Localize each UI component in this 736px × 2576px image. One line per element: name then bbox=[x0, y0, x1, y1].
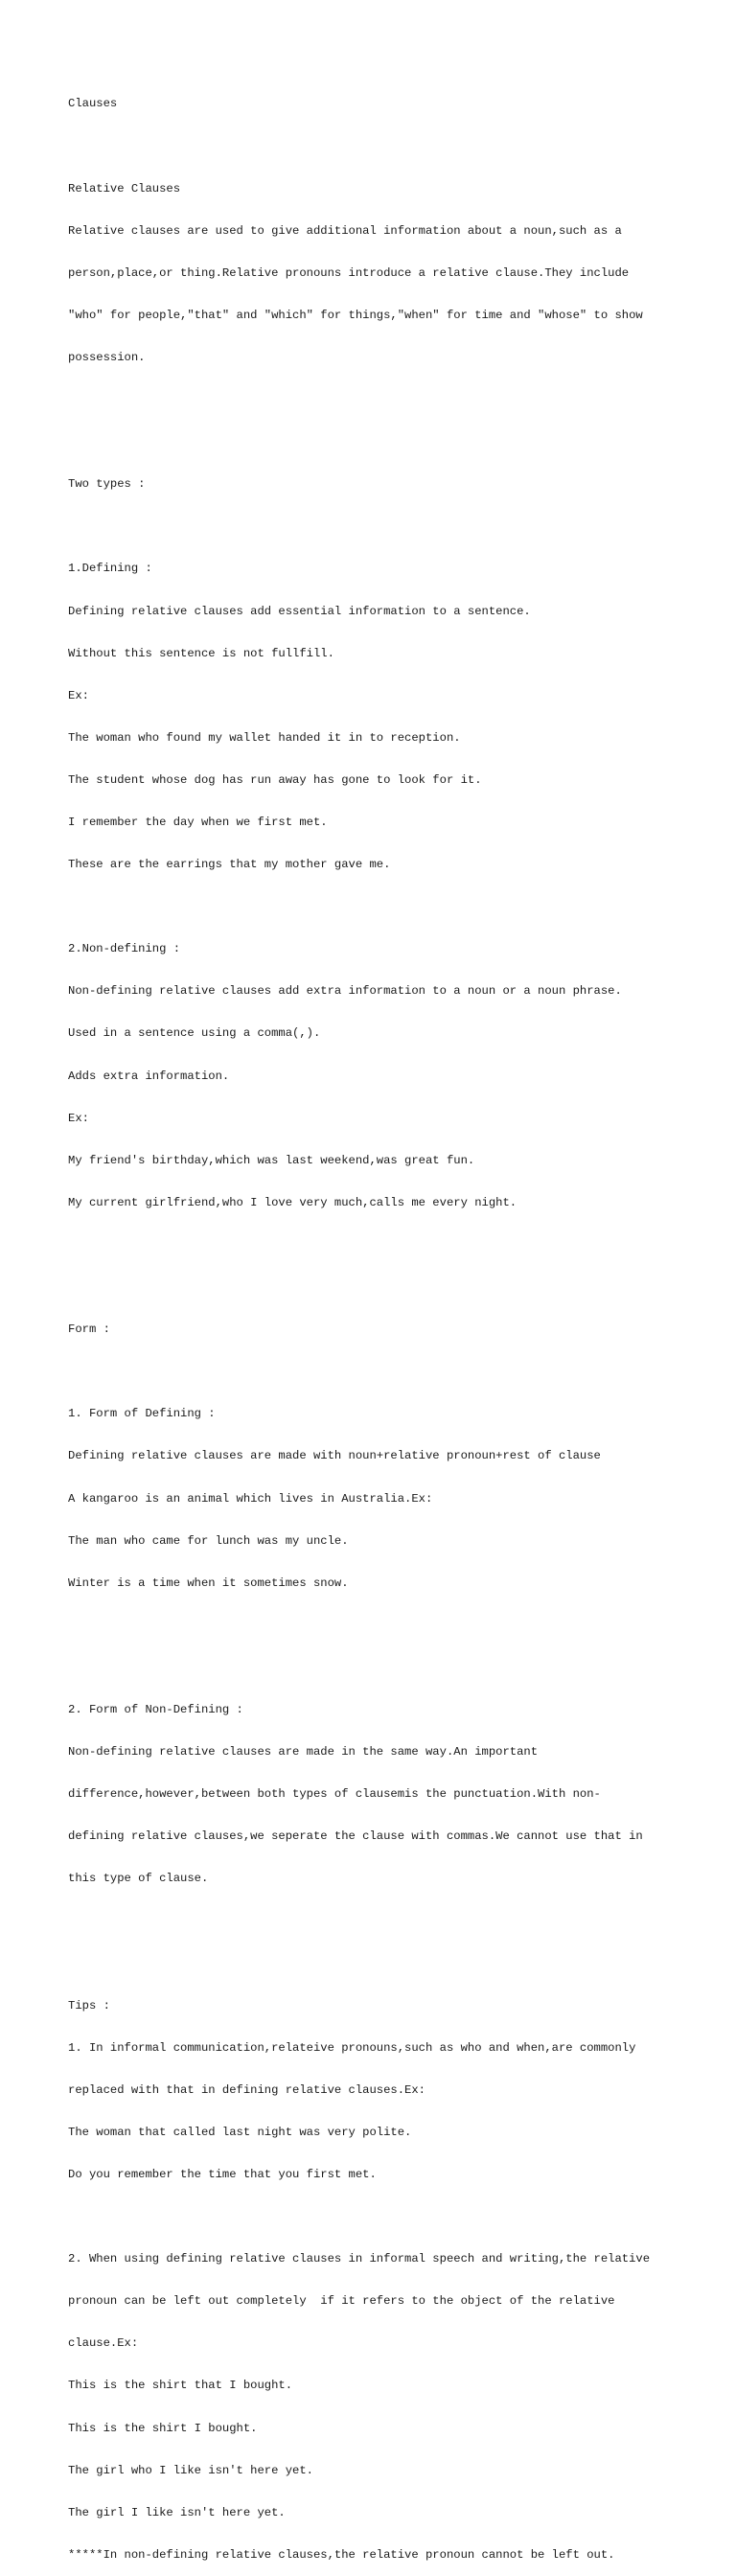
example-line: The girl I like isn't here yet. bbox=[68, 2505, 286, 2519]
text-line: A kangaroo is an animal which lives in Australia.Ex: bbox=[68, 1491, 433, 1506]
text-line: Defining relative clauses add essential information to a sentence. bbox=[68, 604, 531, 618]
example-line: This is the shirt that I bought. bbox=[68, 2379, 293, 2393]
example-line: The girl who I like isn't here yet. bbox=[68, 2463, 313, 2477]
blank-line bbox=[68, 140, 691, 154]
text-line: clause.Ex: bbox=[68, 2336, 139, 2351]
subheading-form-of-defining: 1. Form of Defining : bbox=[68, 1407, 216, 1421]
blank-line bbox=[68, 1365, 691, 1379]
text-line: Without this sentence is not fullfill. bbox=[68, 646, 334, 660]
text-line: Relative clauses are used to give additional information about a noun,such as a bbox=[68, 223, 622, 238]
text-line: pronoun can be left out completely if it refers to the object of the relative bbox=[68, 2294, 615, 2309]
text-line: 2. When using defining relative clauses in informal speech and writing,the relative bbox=[68, 2252, 651, 2266]
blank-line bbox=[68, 393, 691, 407]
document-body bbox=[68, 69, 691, 2576]
example-label: Ex: bbox=[68, 688, 89, 702]
section-heading-relative-clauses: Relative Clauses bbox=[68, 181, 181, 196]
example-line: The student whose dog has run away has gone to look for it. bbox=[68, 772, 482, 787]
blank-line bbox=[68, 435, 691, 449]
text-line: person,place,or thing.Relative pronouns introduce a relative clause.They include bbox=[68, 265, 630, 280]
blank-line bbox=[68, 2210, 691, 2224]
blank-line bbox=[68, 1914, 691, 1928]
text-line: Used in a sentence using a comma(,). bbox=[68, 1026, 321, 1041]
example-line: This is the shirt I bought. bbox=[68, 2421, 258, 2435]
subheading-non-defining: 2.Non-defining : bbox=[68, 942, 181, 956]
text-line: difference,however,between both types of clausemis the punctuation.With non- bbox=[68, 1787, 601, 1802]
text-line: this type of clause. bbox=[68, 1872, 209, 1886]
text-line: defining relative clauses,we seperate the clause with commas.We cannot use that in bbox=[68, 1829, 643, 1844]
blank-line bbox=[68, 1957, 691, 1971]
example-line: Winter is a time when it sometimes snow. bbox=[68, 1576, 349, 1590]
blank-line bbox=[68, 519, 691, 534]
example-line: My friend's birthday,which was last weekend,was great fun. bbox=[68, 1153, 475, 1167]
example-line: The woman who found my wallet handed it in to reception. bbox=[68, 730, 461, 745]
blank-line bbox=[68, 1280, 691, 1295]
example-line: The man who came for lunch was my uncle. bbox=[68, 1533, 349, 1548]
text-line: possession. bbox=[68, 350, 146, 364]
blank-line bbox=[68, 900, 691, 914]
text-line: replaced with that in defining relative clauses.Ex: bbox=[68, 2082, 426, 2097]
text-line: 1. In informal communication,relateive pronouns,such as who and when,are commonly bbox=[68, 2040, 636, 2055]
text-line: "who" for people,"that" and "which" for things,"when" for time and "whose" to show bbox=[68, 308, 643, 322]
example-label: Ex: bbox=[68, 1111, 89, 1125]
example-line: These are the earrings that my mother gave me. bbox=[68, 858, 391, 872]
example-line: Do you remember the time that you first met. bbox=[68, 2168, 377, 2181]
text-line: Adds extra information. bbox=[68, 1069, 230, 1083]
blank-line bbox=[68, 1661, 691, 1675]
example-line: I remember the day when we first met. bbox=[68, 816, 328, 829]
text-line: Non-defining relative clauses are made in the same way.An important bbox=[68, 1745, 539, 1760]
blank-line bbox=[68, 1238, 691, 1253]
subheading-form-of-non-defining: 2. Form of Non-Defining : bbox=[68, 1702, 243, 1716]
subheading-defining: 1.Defining : bbox=[68, 562, 152, 576]
example-line: My current girlfriend,who I love very much,calls me every night. bbox=[68, 1195, 518, 1209]
doc-title: Clauses bbox=[68, 97, 118, 111]
section-heading-form: Form : bbox=[68, 1322, 110, 1337]
text-line: Non-defining relative clauses add extra information to a noun or a noun phrase. bbox=[68, 984, 622, 999]
blank-line bbox=[68, 1619, 691, 1633]
section-heading-tips: Tips : bbox=[68, 1998, 110, 2012]
note-line: *****In non-defining relative clauses,the relative pronoun cannot be left out. bbox=[68, 2547, 615, 2562]
text-line: Defining relative clauses are made with noun+relative pronoun+rest of clause bbox=[68, 1449, 601, 1463]
example-line: The woman that called last night was very polite. bbox=[68, 2125, 412, 2139]
section-heading-two-types: Two types : bbox=[68, 477, 146, 492]
